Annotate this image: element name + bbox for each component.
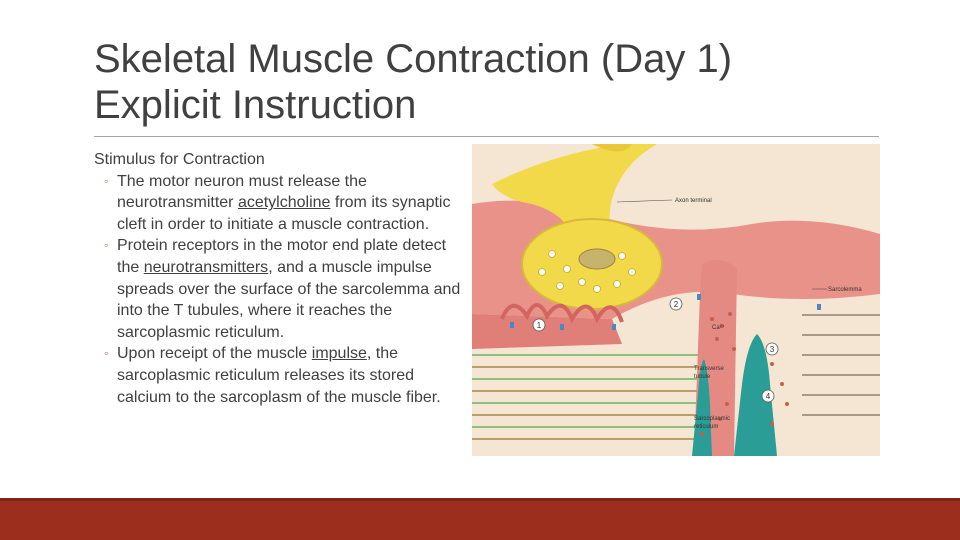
sr-label-2: reticulum: [694, 424, 719, 430]
slide-title: [94, 36, 894, 128]
bullet-text: Upon receipt of the muscle: [117, 345, 312, 363]
neurotransmitters-link[interactable]: neurotransmitters: [143, 258, 269, 276]
bullet-text: , and a muscle impulse spreads over the surface of the sarcolemma and into the T tubules, where it reaches the sarcoplasmic reticulum.: [117, 258, 461, 341]
acetylcholine-link[interactable]: acetylcholine: [237, 194, 331, 212]
footer-bar: [0, 498, 960, 540]
sr-label-1: Sarcoplasmic: [694, 416, 731, 422]
bullet-ring-icon: ◦: [104, 238, 109, 253]
bullet-item: [94, 343, 466, 408]
bullet-item: [94, 235, 466, 343]
bullet-ring-icon: ◦: [104, 346, 109, 361]
sarcolemma-label: Sarcolemma: [828, 287, 862, 293]
mitochondrion: [579, 249, 615, 269]
body-text: [94, 149, 466, 408]
diagram-svg: [472, 144, 880, 456]
footer-top-line: [0, 498, 960, 501]
step-4-label: 4: [765, 392, 771, 401]
impulse-link[interactable]: impulse: [311, 345, 367, 363]
t-tubule-label-1: Transverse: [694, 366, 724, 372]
bullet-text: The motor neuron must release the neurotransmitter: [117, 172, 367, 212]
title-line-2: Explicit Instruction: [94, 83, 417, 127]
bullet-ring-icon: ◦: [104, 173, 109, 188]
title-divider: [94, 136, 879, 137]
bullet-text: from its synaptic cleft in order to initiate a muscle contraction.: [117, 194, 451, 233]
step-1-label: 1: [536, 321, 542, 330]
step-2-label: 2: [673, 300, 679, 309]
title-line-1: Skeletal Muscle Contraction (Day 1): [94, 37, 733, 81]
bullet-item: [94, 171, 466, 236]
t-tubule-label-2: tubule: [694, 374, 711, 380]
step-3-label: 3: [769, 345, 775, 354]
section-heading: Stimulus for Contraction: [94, 151, 265, 168]
calcium-label: Ca²⁺: [712, 325, 725, 331]
neuromuscular-junction-diagram: [472, 144, 880, 456]
bullet-text: Protein receptors in the motor end plate detect the: [117, 237, 447, 276]
axon-terminal-label: Axon terminal: [675, 198, 712, 204]
bullet-text: , the sarcoplasmic reticulum releases its stored calcium to the sarcoplasm of the muscle fiber.: [117, 345, 441, 406]
